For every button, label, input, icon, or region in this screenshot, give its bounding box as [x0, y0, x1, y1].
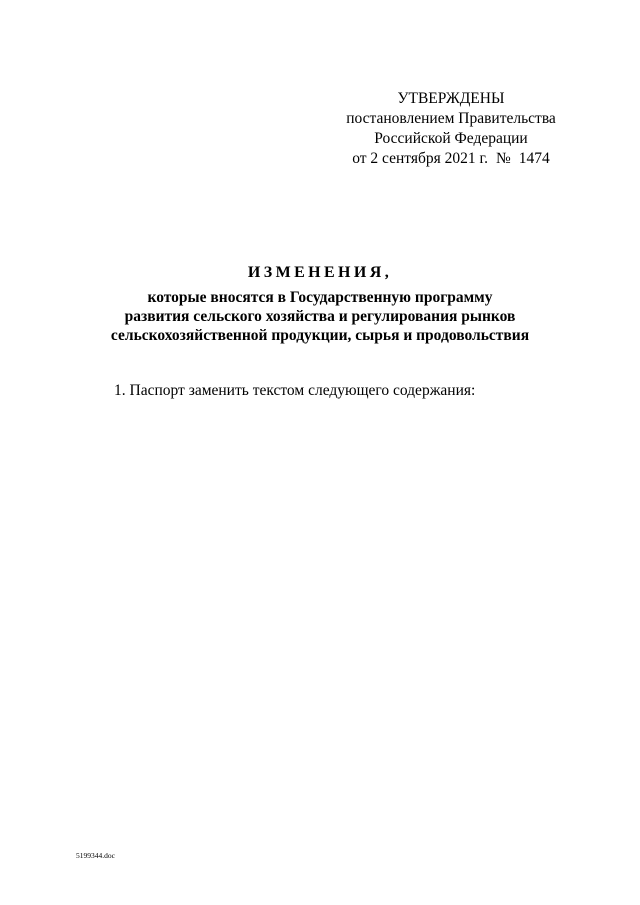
approval-date: от 2 сентября 2021 г.	[352, 150, 488, 167]
subtitle-line-3: сельскохозяйственной продукции, сырья и продовольствия	[110, 327, 530, 344]
approval-stamp-block	[336, 89, 566, 169]
subtitle-line-1: которые вносятся в Государственную программу	[147, 289, 493, 306]
document-title: ИЗМЕНЕНИЯ,	[247, 264, 393, 281]
approval-issuer-country: Российской Федерации	[374, 130, 528, 147]
approval-number: 1474	[518, 150, 550, 167]
subtitle-line-2: развития сельского хозяйства и регулирования рынков	[124, 308, 516, 325]
approval-number-sign: №	[495, 150, 511, 167]
document-subtitle	[0, 288, 640, 345]
approval-issuer-line: постановлением Правительства	[346, 110, 556, 127]
approval-date-line	[336, 149, 566, 169]
approval-heading: УТВЕРЖДЕНЫ	[397, 90, 505, 107]
footer-file-code: 5199344.doc	[76, 851, 115, 860]
document-item-1: 1. Паспорт заменить текстом следующего содержания:	[114, 382, 476, 399]
